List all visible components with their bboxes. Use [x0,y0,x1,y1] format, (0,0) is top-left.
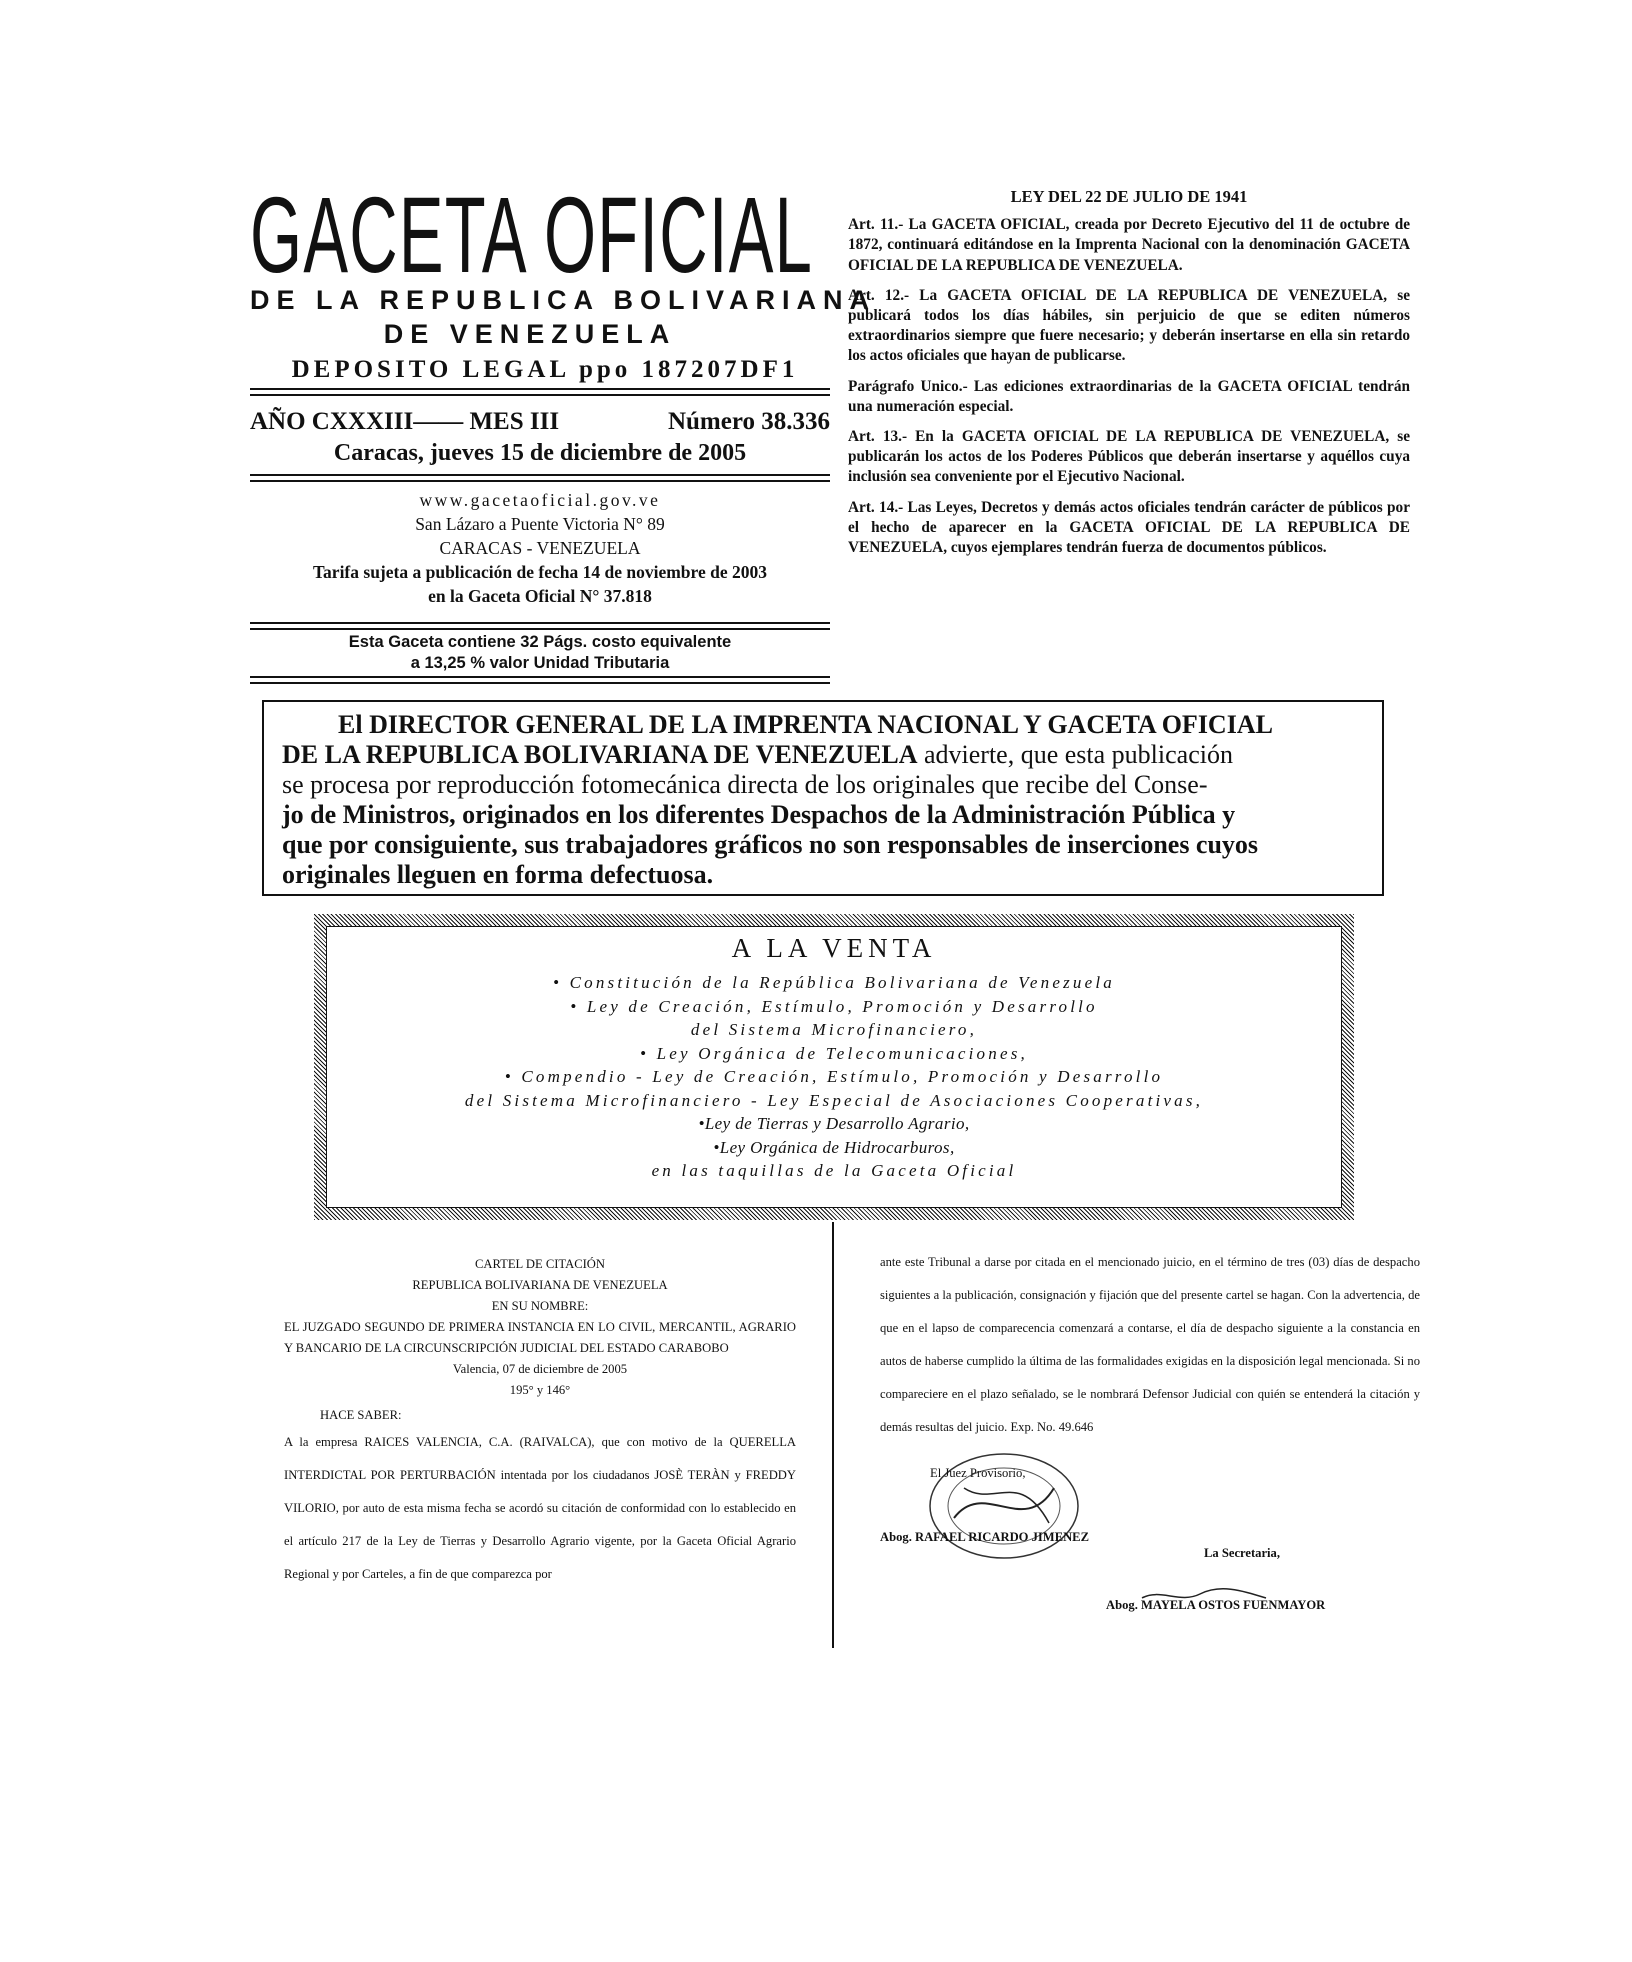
secretary-title: La Secretaria, [1204,1546,1281,1560]
law-article-11: Art. 11.- La GACETA OFICIAL, creada por Decreto Ejecutivo del 11 de octubre de 1872, continuará editándose en la Imprenta Nacional con la denominación GACETA OFICIAL DE LA REPUBLICA DE VENEZUELA. [848,216,1410,274]
notice-line: originales lleguen en forma defectuosa. [282,860,714,889]
cartel-body [284,1426,796,1591]
secretary-name: Abog. MAYELA OSTOS FUENMAYOR [1106,1598,1326,1612]
sale-item: • Compendio - Ley de Creación, Estímulo, Promoción y Desarrollo [504,1067,1164,1086]
judge-title: El Juez Provisorio, [930,1466,1026,1480]
tariff-line-2: en la Gaceta Oficial N° 37.818 [428,586,652,606]
sale-item: en las taquillas de la Gaceta Oficial [651,1161,1017,1180]
notice-line: El DIRECTOR GENERAL DE LA IMPRENTA NACIONAL Y GACETA OFICIAL [338,710,1273,739]
judge-name: Abog. RAFAEL RICARDO JIMENEZ [880,1530,1089,1544]
secretary-signature [1140,1586,1270,1606]
sale-item: • Ley de Creación, Estímulo, Promoción y Desarrollo [570,996,1098,1016]
sale-item: • Constitución de la República Bolivariana de Venezuela [552,973,1116,992]
divider-rule [250,622,830,630]
law-title: LEY DEL 22 DE JULIO DE 1941 [1010,187,1248,206]
cartel-body-right: ante este Tribunal a darse por citada en el mencionado juicio, en el término de tres (03) días de despacho siguientes a la publicación, consignación y fijación que del presente cartel se hagan. Con la advertencia, de que en el lapso de comparecencia comenzará a contarse, el día de despacho siguiente a la constancia en autos de haberse cumplido la última de las formalidades exigidas en la disposición legal mencionada. Si no compareciere en el plazo señalado, se le nombrará Defensor Judicial con quién se entenderá la citación y demás resultas del juicio. Exp. No. 49.646 [880,1255,1420,1434]
publisher-city: CARACAS - VENEZUELA [439,538,641,558]
notice-line: se procesa por reproducción fotomecánica directa de los originales que recibe del Conse- [282,770,1208,799]
law-article-13: Art. 13.- En la GACETA OFICIAL DE LA REPUBLICA DE VENEZUELA, se publicarán los actos de los Poderes Públicos que deberán insertarse y aquéllos cuya inclusión sea conveniente por el Ejecutivo Nacional. [848,428,1410,486]
masthead [250,174,876,384]
divider-rule [250,388,830,396]
tariff-line-1: Tarifa sujeta a publicación de fecha 14 de noviembre de 2003 [312,562,768,582]
cartel-right-column [880,1246,1420,1444]
notice-line: que por consiguiente, sus trabajadores gráficos no son responsables de inserciones cuyos [282,830,1259,859]
cartel-en-su-nombre: EN SU NOMBRE: [491,1299,589,1313]
cartel-place-date: Valencia, 07 de diciembre de 2005 [452,1362,628,1376]
cost-line-2: a 13,25 % valor Unidad Tributaria [410,654,670,672]
for-sale-box [314,914,1354,1220]
for-sale-content [326,926,1342,1208]
law-column [848,187,1410,568]
cost-info [250,632,830,674]
cartel-left-column [284,1254,796,1591]
cartel-title: CARTEL DE CITACIÓN [475,1257,605,1271]
notice-text: advierte, que esta publicación [917,740,1233,769]
divider-rule [250,474,830,482]
gazette-subtitle-country: DE VENEZUELA [383,319,677,349]
law-paragrafo-unico: Parágrafo Unico.- Las ediciones extraordinarias de la GACETA OFICIAL tendrán una numeración especial. [848,377,1410,415]
cartel-years: 195° y 146° [509,1383,571,1397]
notice-line: jo de Ministros, originados en los diferentes Despachos de la Administración Pública y [282,800,1236,829]
gazette-subtitle-republic: DE LA REPUBLICA BOLIVARIANA [250,285,876,315]
law-article-12: Art. 12.- La GACETA OFICIAL DE LA REPUBLICA DE VENEZUELA, se publicará todos los días hábiles, sin perjuicio de que se editen números extraordinarios siempre que fuere necesario; y deberán insertarse en ella sin retardo los actos oficiales que hayan de publicarse. [848,286,1410,365]
publisher-info [250,488,830,608]
divider-rule [250,676,830,684]
issue-date: Caracas, jueves 15 de diciembre de 2005 [333,440,747,466]
column-divider [832,1222,834,1648]
cartel-court: EL JUZGADO SEGUNDO DE PRIMERA INSTANCIA EN LO CIVIL, MERCANTIL, AGRARIO Y BANCARIO DE LA CIRCUNSCRIPCIÓN JUDICIAL DEL ESTADO CARABOBO [284,1320,796,1355]
sale-item: del Sistema Microfinanciero, [690,1020,978,1039]
notice-line [282,740,1368,770]
cartel-body-left: A la empresa RAICES VALENCIA, C.A. (RAIVALCA), que con motivo de la QUERELLA INTERDICTAL POR PERTURBACIÓN intentada por los ciudadanos JOSÈ TERÀN y FREDDY VILORIO, por auto de esta misma fecha se acordó su citación de conformidad con lo establecido en el artículo 217 de la Ley de Tierras y Desarrollo Agrario vigente, por la Gaceta Oficial Agrario Regional y por Carteles, a fin de que comparezca por [284,1435,796,1581]
cartel-hace-saber: HACE SABER: [320,1408,402,1422]
sale-item: del Sistema Microfinanciero - Ley Especial de Asociaciones Cooperativas, [464,1090,1204,1110]
legal-deposit: DEPOSITO LEGAL ppo 187207DF1 [291,356,799,383]
publisher-address: San Lázaro a Puente Victoria N° 89 [415,514,665,534]
issue-number: Número 38.336 [667,408,830,435]
sale-item: •Ley de Tierras y Desarrollo Agrario, [698,1114,970,1133]
sale-item: • Ley Orgánica de Telecomunicaciones, [640,1043,1028,1063]
cost-line-1: Esta Gaceta contiene 32 Págs. costo equivalente [348,633,732,651]
publisher-website: www.gacetaoficial.gov.ve [419,490,661,510]
director-notice-box [262,700,1384,896]
sale-item: •Ley Orgánica de Hidrocarburos, [713,1137,955,1157]
law-article-14: Art. 14.- Las Leyes, Decretos y demás actos oficiales tendrán carácter de públicos por el hecho de aparecer en la GACETA OFICIAL DE LA REPUBLICA DE VENEZUELA, cuyos ejemplares tendrán fuerza de documentos públicos. [848,498,1410,557]
issue-year-month: AÑO CXXXIII—— MES III [250,408,560,435]
for-sale-title: A LA VENTA [731,933,937,963]
issue-info [250,408,830,467]
gazette-title: GACETA OFICIAL [250,174,814,295]
cartel-republic: REPUBLICA BOLIVARIANA DE VENEZUELA [412,1278,668,1292]
notice-bold-text: DE LA REPUBLICA BOLIVARIANA DE VENEZUELA [282,740,918,769]
